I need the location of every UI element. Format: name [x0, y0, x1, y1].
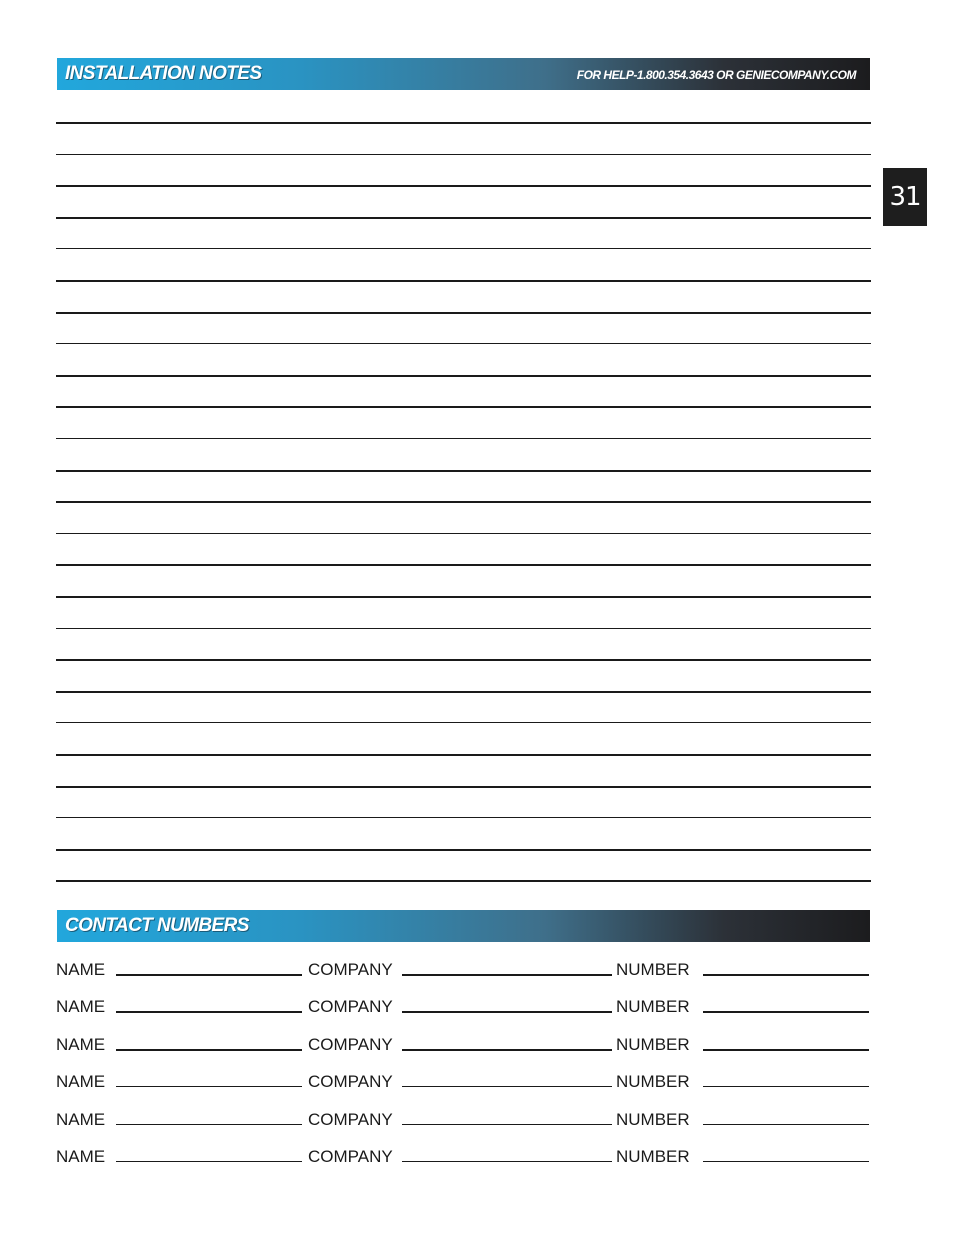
company-field[interactable]: [402, 974, 612, 976]
installation-notes-title: INSTALLATION NOTES: [65, 63, 262, 84]
note-line[interactable]: [56, 691, 871, 693]
contact-numbers-title: CONTACT NUMBERS: [65, 915, 249, 936]
name-label: NAME: [56, 997, 106, 1016]
note-line[interactable]: [56, 659, 871, 661]
note-line[interactable]: [56, 375, 871, 377]
company-label: COMPANY: [308, 1147, 393, 1166]
installation-notes-banner: [57, 58, 870, 90]
note-line[interactable]: [56, 501, 871, 503]
note-line[interactable]: [56, 817, 871, 818]
number-label: NUMBER: [616, 1072, 690, 1091]
number-label: NUMBER: [616, 1110, 690, 1129]
note-line[interactable]: [56, 280, 871, 282]
name-label: NAME: [56, 960, 106, 979]
company-field[interactable]: [402, 1124, 612, 1125]
note-line[interactable]: [56, 596, 871, 598]
note-line[interactable]: [56, 154, 871, 155]
note-line[interactable]: [56, 722, 871, 723]
note-line[interactable]: [56, 786, 871, 788]
number-field[interactable]: [703, 1124, 869, 1125]
note-line[interactable]: [56, 628, 871, 629]
contact-row: [56, 1070, 871, 1094]
note-line[interactable]: [56, 533, 871, 534]
company-field[interactable]: [402, 1011, 612, 1013]
name-field[interactable]: [116, 974, 302, 976]
note-line[interactable]: [56, 880, 871, 882]
number-label: NUMBER: [616, 1147, 690, 1166]
name-label: NAME: [56, 1072, 106, 1091]
contact-row: [56, 958, 871, 982]
page-number-tab: 31: [883, 168, 927, 226]
name-label: NAME: [56, 1035, 106, 1054]
company-field[interactable]: [402, 1161, 612, 1162]
note-line[interactable]: [56, 406, 871, 408]
contact-row: [56, 1145, 871, 1169]
note-line[interactable]: [56, 470, 871, 472]
name-field[interactable]: [116, 1049, 302, 1051]
note-line[interactable]: [56, 312, 871, 314]
company-field[interactable]: [402, 1049, 612, 1051]
company-label: COMPANY: [308, 1035, 393, 1054]
number-field[interactable]: [703, 974, 869, 976]
number-label: NUMBER: [616, 1035, 690, 1054]
number-field[interactable]: [703, 1011, 869, 1013]
name-field[interactable]: [116, 1124, 302, 1125]
note-line[interactable]: [56, 185, 871, 187]
note-line[interactable]: [56, 564, 871, 566]
number-field[interactable]: [703, 1086, 869, 1087]
company-label: COMPANY: [308, 997, 393, 1016]
name-label: NAME: [56, 1147, 106, 1166]
number-field[interactable]: [703, 1049, 869, 1051]
note-line[interactable]: [56, 217, 871, 219]
company-label: COMPANY: [308, 960, 393, 979]
company-field[interactable]: [402, 1086, 612, 1087]
note-line[interactable]: [56, 438, 871, 439]
name-field[interactable]: [116, 1011, 302, 1013]
name-label: NAME: [56, 1110, 106, 1129]
help-contact-text: FOR HELP-1.800.354.3643 OR GENIECOMPANY.COM: [576, 68, 856, 82]
note-line[interactable]: [56, 248, 871, 249]
contact-numbers-banner: [57, 910, 870, 942]
note-line[interactable]: [56, 122, 871, 124]
contact-row: [56, 1033, 871, 1057]
number-label: NUMBER: [616, 997, 690, 1016]
contact-row: [56, 1108, 871, 1132]
contact-row: [56, 995, 871, 1019]
number-label: NUMBER: [616, 960, 690, 979]
number-field[interactable]: [703, 1161, 869, 1162]
company-label: COMPANY: [308, 1110, 393, 1129]
note-line[interactable]: [56, 849, 871, 851]
name-field[interactable]: [116, 1161, 302, 1162]
note-line[interactable]: [56, 754, 871, 756]
note-line[interactable]: [56, 343, 871, 344]
company-label: COMPANY: [308, 1072, 393, 1091]
name-field[interactable]: [116, 1086, 302, 1087]
